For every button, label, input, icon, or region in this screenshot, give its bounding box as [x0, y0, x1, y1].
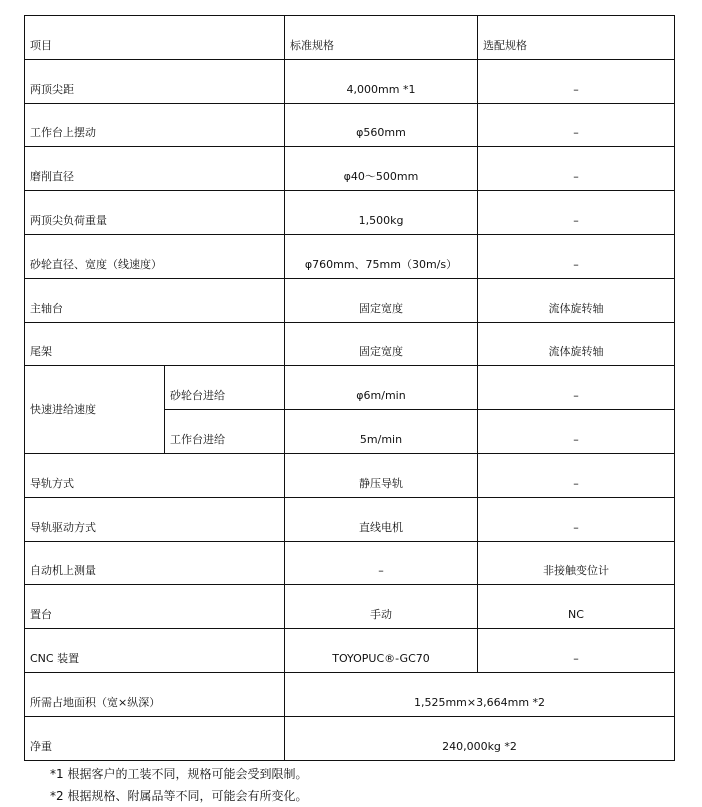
header-optional: 选配规格	[478, 16, 675, 60]
table-row	[25, 716, 675, 760]
row-optional: 流体旋转轴	[478, 278, 675, 322]
table-row	[25, 497, 675, 541]
row-standard: φ40～500mm	[285, 147, 478, 191]
row-standard: –	[285, 541, 478, 585]
row-standard: TOYOPUC®-GC70	[285, 629, 478, 673]
row-item: 置台	[25, 585, 285, 629]
table-row	[25, 366, 675, 410]
row-standard: φ560mm	[285, 103, 478, 147]
row-standard: 1,500kg	[285, 191, 478, 235]
row-optional: –	[478, 234, 675, 278]
table-row	[25, 278, 675, 322]
row-standard: φ6m/min	[285, 366, 478, 410]
footnotes	[50, 763, 307, 807]
row-standard: 直线电机	[285, 497, 478, 541]
table-row	[25, 147, 675, 191]
row-standard: 固定宽度	[285, 278, 478, 322]
table-row	[25, 59, 675, 103]
table-row	[25, 191, 675, 235]
row-optional: –	[478, 103, 675, 147]
row-standard: φ760mm、75mm（30m/s）	[285, 234, 478, 278]
row-optional: NC	[478, 585, 675, 629]
row-item: 导轨驱动方式	[25, 497, 285, 541]
row-optional: –	[478, 366, 675, 410]
row-standard: 5m/min	[285, 410, 478, 454]
row-merged-value: 240,000kg *2	[285, 716, 675, 760]
table-row	[25, 234, 675, 278]
row-standard: 手动	[285, 585, 478, 629]
row-item: 所需占地面积（宽×纵深）	[25, 672, 285, 716]
footnote-1: *1 根据客户的工装不同，规格可能会受到限制。	[50, 767, 308, 781]
row-item: 两顶尖距	[25, 59, 285, 103]
row-optional: –	[478, 59, 675, 103]
row-optional: –	[478, 410, 675, 454]
table-row	[25, 322, 675, 366]
row-optional: 非接触变位计	[478, 541, 675, 585]
row-optional: –	[478, 629, 675, 673]
row-item: 自动机上测量	[25, 541, 285, 585]
table-row	[25, 672, 675, 716]
header-item: 项目	[25, 16, 285, 60]
row-item: 净重	[25, 716, 285, 760]
row-optional: –	[478, 147, 675, 191]
row-standard: 固定宽度	[285, 322, 478, 366]
row-item: CNC 装置	[25, 629, 285, 673]
row-standard: 静压导轨	[285, 453, 478, 497]
row-optional: –	[478, 453, 675, 497]
row-item: 工作台上摆动	[25, 103, 285, 147]
rapid-feed-item: 快速进给速度	[25, 366, 165, 454]
spec-table	[24, 15, 675, 761]
row-item: 尾架	[25, 322, 285, 366]
header-standard: 标准规格	[285, 16, 478, 60]
row-optional: 流体旋转轴	[478, 322, 675, 366]
table-header-row	[25, 16, 675, 60]
row-optional: –	[478, 191, 675, 235]
table-row	[25, 541, 675, 585]
table-row	[25, 629, 675, 673]
table-row	[25, 453, 675, 497]
row-item: 主轴台	[25, 278, 285, 322]
row-item: 磨削直径	[25, 147, 285, 191]
row-optional: –	[478, 497, 675, 541]
table-row	[25, 103, 675, 147]
footnote-2: *2 根据规格、附属品等不同，可能会有所变化。	[50, 789, 308, 803]
row-item: 砂轮直径、宽度（线速度）	[25, 234, 285, 278]
row-standard: 4,000mm *1	[285, 59, 478, 103]
row-merged-value: 1,525mm×3,664mm *2	[285, 672, 675, 716]
sub-row-item: 砂轮台进给	[165, 366, 285, 410]
table-row	[25, 585, 675, 629]
row-item: 两顶尖负荷重量	[25, 191, 285, 235]
row-item: 导轨方式	[25, 453, 285, 497]
sub-row-item: 工作台进给	[165, 410, 285, 454]
